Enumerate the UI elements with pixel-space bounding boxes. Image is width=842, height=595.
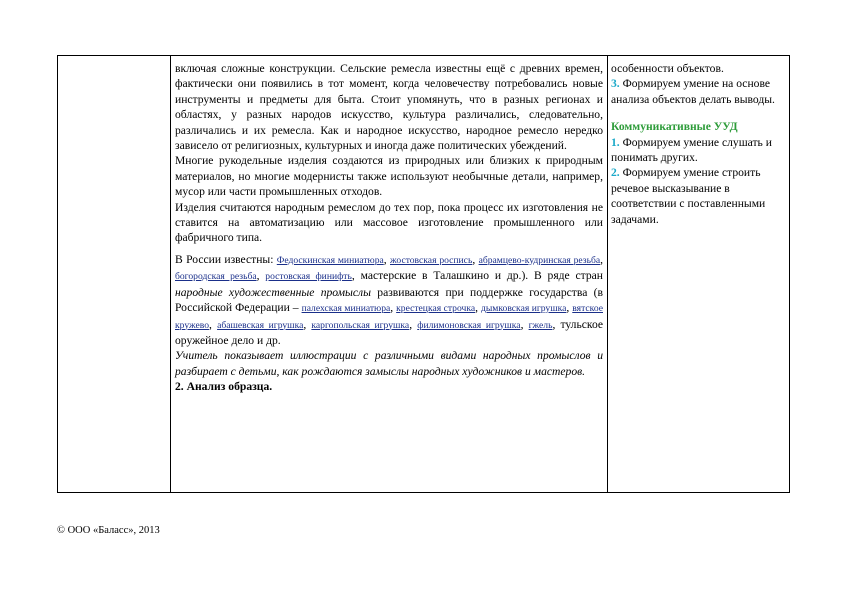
outcomes-column [611,61,787,227]
link-zhostovo[interactable]: жостовская роспись [390,254,473,266]
link-bogorodsk[interactable]: богородская резьба [175,271,257,283]
number-2: 2. [611,166,620,180]
paragraph-crafts-history: включая сложные конструкции. Сельские ремесла известны ещё с древних времен, фактически они появились в тот момент, когда человечеству потребовались новые инструменты и предметы для быта. Стоит упомянуть, что в разных регионах и областях, у разных народов искусство, культура различались, следовательно, различались и их ремесла. Как и народное искусство, народное ремесло нередко зависело от религиозных, культурных и иногда даже политических убеждений. [175,62,603,153]
number-3: 3. [611,77,620,91]
copyright-footer: © ООО «Баласс», 2013 [57,525,160,536]
paragraph-folk-craft-definition: Изделия считаются народным ремеслом до тех пор, пока процесс их изготовления не ставится на автоматизацию или массовое изготовление промышленного или фабричного типа. [175,200,603,245]
outcome-3-text: Формируем умение на основе анализа объектов делать выводы. [611,77,775,106]
outcome-line: особенности объектов. [611,62,724,75]
link-filimonovo[interactable]: филимоновская игрушка [417,319,521,331]
communicative-heading: Коммуникативные УУД [611,120,738,134]
lesson-table [57,55,790,493]
paragraph-materials: Многие рукодельные изделия создаются из природных или близких к природным материалов, но многие модернисты также используют необычные детали, например, мусор или части промышленных отходов. [175,154,603,199]
link-krestsy[interactable]: крестецкая строчка [396,303,476,315]
number-1: 1. [611,135,620,149]
communicative-1 [611,135,787,166]
communicative-1-text: Формируем умение слушать и понимать других. [611,135,772,165]
state-support-text: развиваются при поддержке государства (в Российской Федерации – [175,285,603,315]
teacher-instruction: Учитель показывает иллюстрации с различными видами народных промыслов и разбирает с детьми, как рождаются замыслы народных художников и мастеров. [175,349,603,378]
column-divider-2 [607,56,608,492]
column-divider-1 [170,56,171,492]
russia-prefix: В России известны: [175,252,277,266]
link-palekh[interactable]: палехская миниатюра [301,303,391,315]
link-dymkovo[interactable]: дымковская игрушка [480,303,567,315]
link-kargopol[interactable]: каргопольская игрушка [311,319,410,331]
link-gzhel[interactable]: гжель [528,319,553,331]
analysis-heading: 2. Анализ образца. [175,380,273,394]
communicative-2-text: Формируем умение строить речевое высказывание в соответствии с поставленными задачами. [611,166,766,226]
folk-crafts-italic: народные художественные промыслы [175,285,371,299]
link-vyatka-lace[interactable]: вятское кружево [175,303,603,331]
outcome-3 [611,76,787,107]
communicative-2 [611,165,787,227]
link-abashevo[interactable]: абашевская игрушка [217,319,304,331]
link-abramtsevo[interactable]: абрамцево-кудринская резьба [478,254,601,266]
content-column [175,61,603,395]
link-rostov-enamel[interactable]: ростовская финифть [265,271,352,283]
tula-text: тульское оружейное дело и др. [175,317,604,347]
paragraph-russia-crafts: В России известны: Федоскинская миниатюра, жостовская роспись, абрамцево-кудринская резьба, богородская резьба, ростовская финифть, мастерские в Талашкино и др.). В ряде стран народные художественные промыслы развиваются при поддержке государства (в Российской Федерации – палехская миниатюра, крестецкая строчка, дымковская игрушка, вятское кружево, абашевская игрушка, каргопольская игрушка, филимоновская игрушка, гжель, тульское оружейное дело и др. [175,252,604,347]
link-fedoskino[interactable]: Федоскинская миниатюра [276,254,384,266]
russia-suffix: , мастерские в Талашкино и др.). В ряде стран [351,269,603,283]
